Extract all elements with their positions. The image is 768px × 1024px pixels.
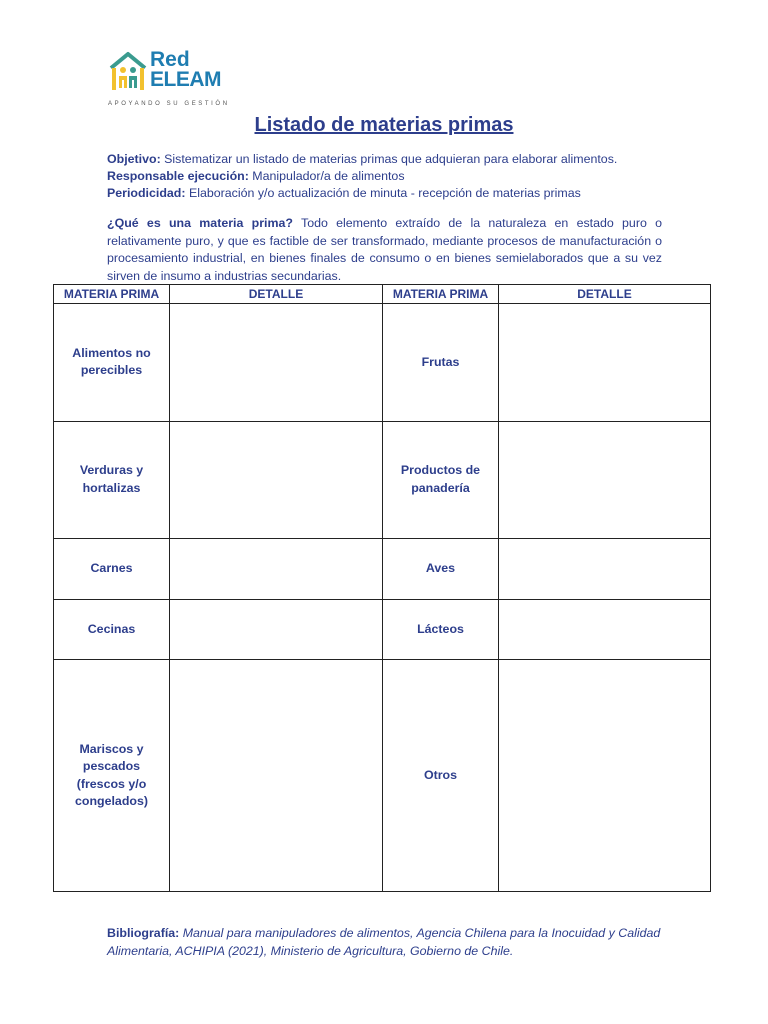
info-block [107,151,617,202]
logo-word-eleam: ELEAM [150,68,221,91]
objective-label: Objetivo: [107,152,161,166]
material-cell: Otros [383,660,499,892]
definition-text: Todo elemento extraído de la naturaleza en estado puro o relativamente puro, y que es factible de ser transformado, mediante procesos de manufacturación o procesamiento industrial, en bienes finales de consumo o en bienes semielaborados que a su vez sirven de insumo a industrias secundarias. [107,216,662,283]
header-materia-prima-1: MATERIA PRIMA [54,285,170,304]
detail-cell[interactable] [170,304,383,422]
material-cell: Frutas [383,304,499,422]
header-materia-prima-2: MATERIA PRIMA [383,285,499,304]
periodicity-text: Elaboración y/o actualización de minuta - recepción de materias primas [185,186,581,200]
detail-cell[interactable] [170,421,383,539]
bibliography-label: Bibliografía: [107,926,180,940]
material-cell: Cecinas [54,599,170,659]
material-cell: Aves [383,539,499,599]
objective-text: Sistematizar un listado de materias primas que adquieran para elaborar alimentos. [160,152,618,166]
definition-label: ¿Qué es una materia prima? [107,216,293,230]
logo-word-red: Red [150,48,190,71]
detail-cell[interactable] [499,599,711,659]
material-cell: Carnes [54,539,170,599]
responsible-label: Responsable ejecución: [107,169,249,183]
definition-paragraph [107,215,662,285]
material-cell: Alimentos no perecibles [54,304,170,422]
detail-cell[interactable] [170,660,383,892]
table-row [54,599,711,659]
responsible-text: Manipulador/a de alimentos [248,169,405,183]
page-title: Listado de materias primas [254,114,514,136]
material-cell: Lácteos [383,599,499,659]
table-row [54,539,711,599]
detail-cell[interactable] [499,539,711,599]
detail-cell[interactable] [499,660,711,892]
responsible-line [107,168,617,185]
table-row [54,660,711,892]
table-row [54,304,711,422]
house-people-icon [108,50,148,94]
bibliography-text: Manual para manipuladores de alimentos, Agencia Chilena para la Inocuidad y Calidad Alimentaria, ACHIPIA (2021), Ministerio de Agricultura, Gobierno de Chile. [107,926,661,958]
table-row [54,421,711,539]
periodicity-label: Periodicidad: [107,186,186,200]
material-cell: Verduras y hortalizas [54,421,170,539]
material-cell: Productos de panadería [383,421,499,539]
logo-tagline: APOYANDO SU GESTIÓN [108,101,230,107]
detail-cell[interactable] [499,421,711,539]
bibliography [107,925,687,960]
table-header-row [54,285,711,304]
periodicity-line [107,185,617,202]
objective-line [107,151,617,168]
header-detalle-2: DETALLE [499,285,711,304]
header-detalle-1: DETALLE [170,285,383,304]
red-eleam-logo [108,50,248,112]
material-cell: Mariscos y pescados (frescos y/o congelados) [54,660,170,892]
raw-materials-table [53,284,711,892]
detail-cell[interactable] [499,304,711,422]
detail-cell[interactable] [170,599,383,659]
detail-cell[interactable] [170,539,383,599]
